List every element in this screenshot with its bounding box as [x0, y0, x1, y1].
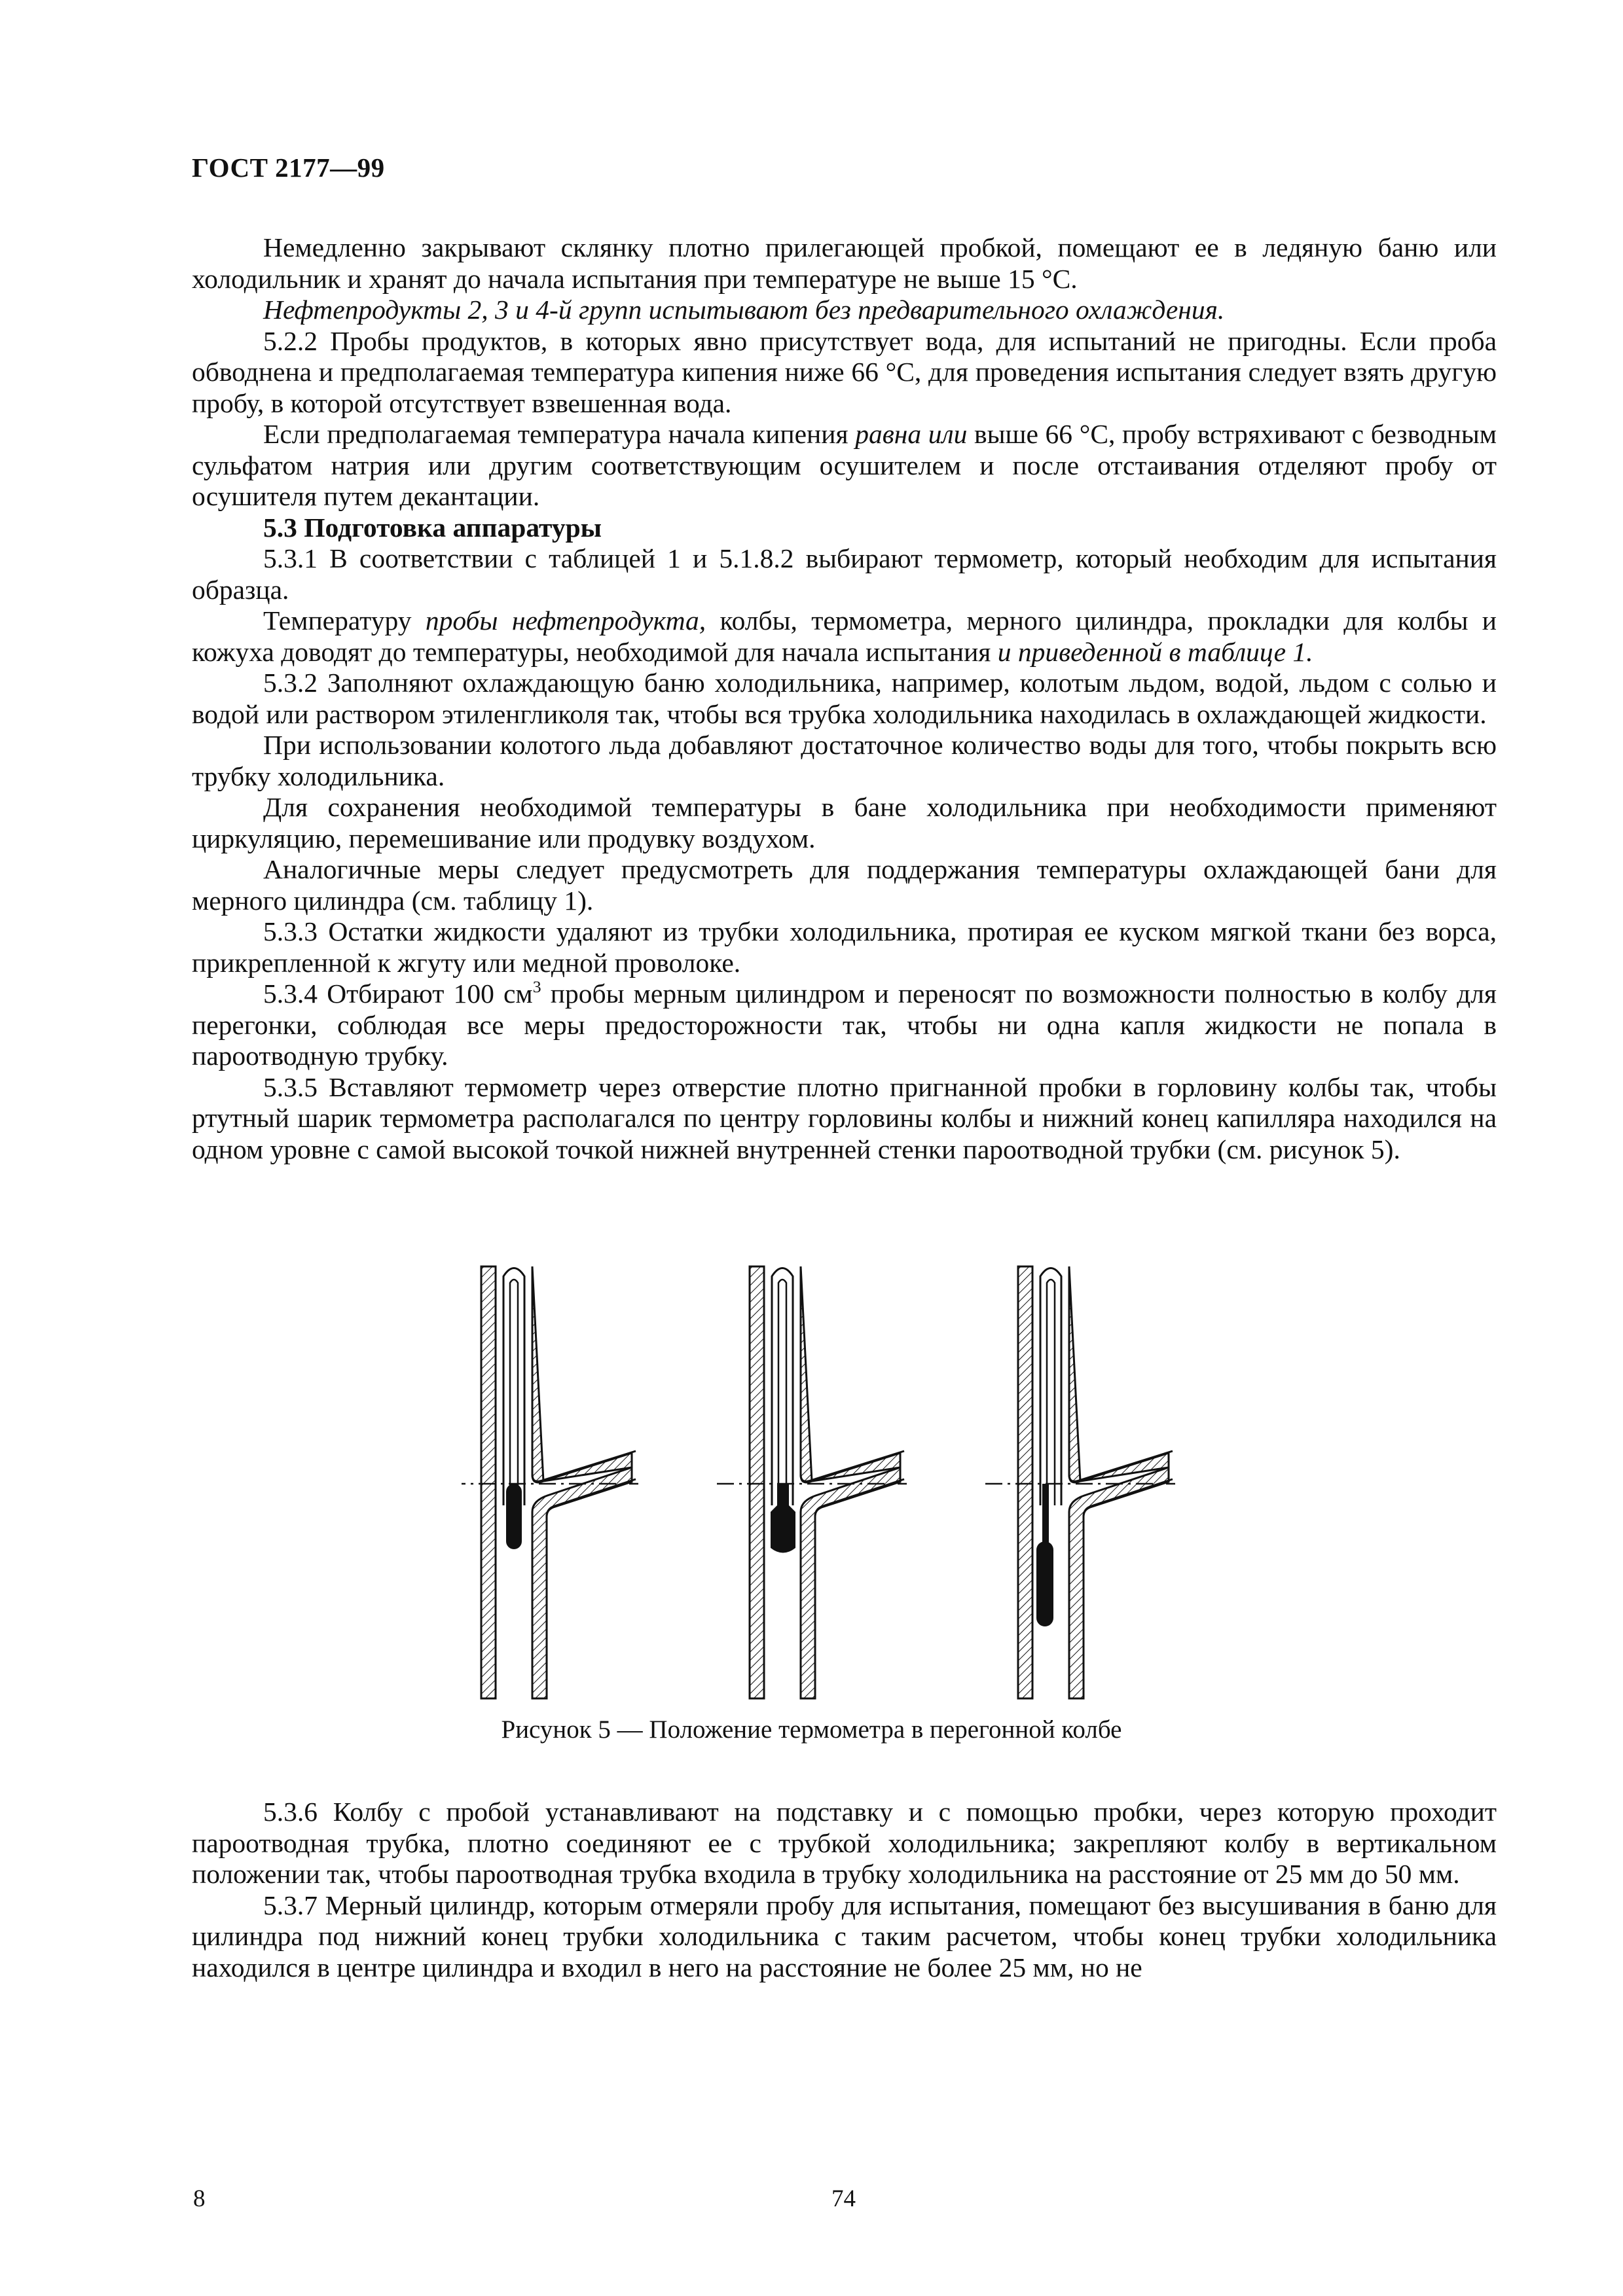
body-text-after-figure: [192, 1797, 1497, 1983]
paragraph: [192, 605, 1497, 668]
text-run: Температуру: [263, 605, 426, 636]
page-number-center: 74: [831, 2185, 856, 2212]
mercury-bulb-1: [506, 1484, 522, 1549]
paragraph-5-3-3: 5.3.3 Остатки жидкости удаляют из трубки холодильника, протирая ее куском мягкой ткани без ворса, прикрепленной к жгуту или медной проволоке.: [192, 916, 1497, 978]
paragraph: При использовании колотого льда добавляют достаточное количество воды для того, чтобы покрыть всю трубку холодильника.: [192, 730, 1497, 791]
paragraph-5-3-1: 5.3.1 В соответствии с таблицей 1 и 5.1.8.2 выбирают термометр, который необходим для испытания образца.: [192, 543, 1497, 605]
diagram-2: [717, 1266, 907, 1698]
body-text: [192, 232, 1497, 1165]
paragraph: Для сохранения необходимой температуры в бане холодильника при необходимости применяют циркуляцию, перемешивание или продувку воздухом.: [192, 792, 1497, 853]
paragraph-5-3-2: 5.3.2 Заполняют охлаждающую баню холодильника, например, колотым льдом, водой, льдом с солью и водой или раствором этиленгликоля так, чтобы вся трубка холодильника находилась в охлаждающей жидкости.: [192, 668, 1497, 729]
paragraph: Аналогичные меры следует предусмотреть для поддержания температуры охлаждающей бани для мерного цилиндра (см. таблицу 1).: [192, 854, 1497, 916]
superscript: 3: [532, 977, 541, 997]
text-run: выше 66 °С, пробу встряхивают с безводным сульфатом натрия или другим соответствующим осушителем и после отстаивания отделяют пробу от осушителя путем декантации.: [192, 419, 1497, 511]
figure-5-drawing: [462, 1247, 1267, 1705]
paragraph-5-3-6: 5.3.6 Колбу с пробой устанавливают на подставку и с помощью пробки, через которую проходит пароотводная трубка, плотно соединяют ее с трубкой холодильника; закрепляют колбу в вертикальном положении так, чтобы пароотводная трубка входила в трубку холодильника на расстояние от 25 мм до 50 мм.: [192, 1797, 1497, 1889]
subsection-heading-5-3: 5.3 Подготовка аппаратуры: [263, 512, 602, 543]
mercury-bulb-2: [771, 1484, 795, 1553]
page-header: ГОСТ 2177—99: [192, 152, 385, 183]
diagram-1: [462, 1266, 638, 1698]
mercury-bulb-3: [1036, 1541, 1053, 1626]
italic-run: равна или: [855, 419, 968, 449]
figure-caption: Рисунок 5 — Положение термометра в перегонной колбе: [501, 1715, 1122, 1744]
diagram-3: [985, 1266, 1175, 1698]
text-run: Если предполагаемая температура начала кипения: [263, 419, 856, 449]
paragraph-italic: Нефтепродукты 2, 3 и 4-й групп испытывают без предварительного охлаждения.: [263, 295, 1225, 325]
page-number-left: 8: [193, 2185, 206, 2212]
capillary-3: [1042, 1484, 1049, 1546]
paragraph-5-3-4: [192, 978, 1497, 1072]
paragraph: Немедленно закрывают склянку плотно прилегающей пробкой, помещают ее в ледяную баню или холодильник и хранят до начала испытания при температуре не выше 15 °С.: [192, 232, 1497, 294]
text-run: колбы, термометра, мерного цилиндра, прокладки для колбы и кожуха доводят до температуры, необходимой для начала испытания: [192, 605, 1497, 667]
text-run: 5.3.4 Отбирают 100 см: [263, 978, 533, 1009]
paragraph-5-3-7: 5.3.7 Мерный цилиндр, которым отмеряли пробу для испытания, помещают без высушивания в баню для цилиндра под нижний конец трубки холодильника с таким расчетом, чтобы конец трубки холодильника находился в центре цилиндра и входил в него на расстояние не более 25 мм, но не: [192, 1890, 1497, 1982]
paragraph-5-2-2: 5.2.2 Пробы продуктов, в которых явно присутствует вода, для испытаний не пригодны. Если проба обводнена и предполагаемая температура кипения ниже 66 °С, для проведения испытания следует взять другую пробу, в которой отсутствует взвешенная вода.: [192, 325, 1497, 418]
paragraph-5-3-5: 5.3.5 Вставляют термометр через отверстие плотно пригнанной пробки в горловину колбы так, чтобы ртутный шарик термометра располагался по центру горловины колбы и нижний конец капилляра находился на одном уровне с самой высокой точкой нижней внутренней стенки пароотводной трубки (см. рисунок 5).: [192, 1071, 1497, 1164]
italic-run: пробы нефтепродукта,: [425, 605, 706, 636]
paragraph: [192, 419, 1497, 512]
text-run: пробы мерным цилиндром и переносят по возможности полностью в колбу для перегонки, соблюдая все меры предосторожности так, чтобы ни одна капля жидкости не попала в пароотводную трубку.: [192, 978, 1497, 1071]
italic-run: и приведенной в таблице 1.: [997, 636, 1313, 667]
